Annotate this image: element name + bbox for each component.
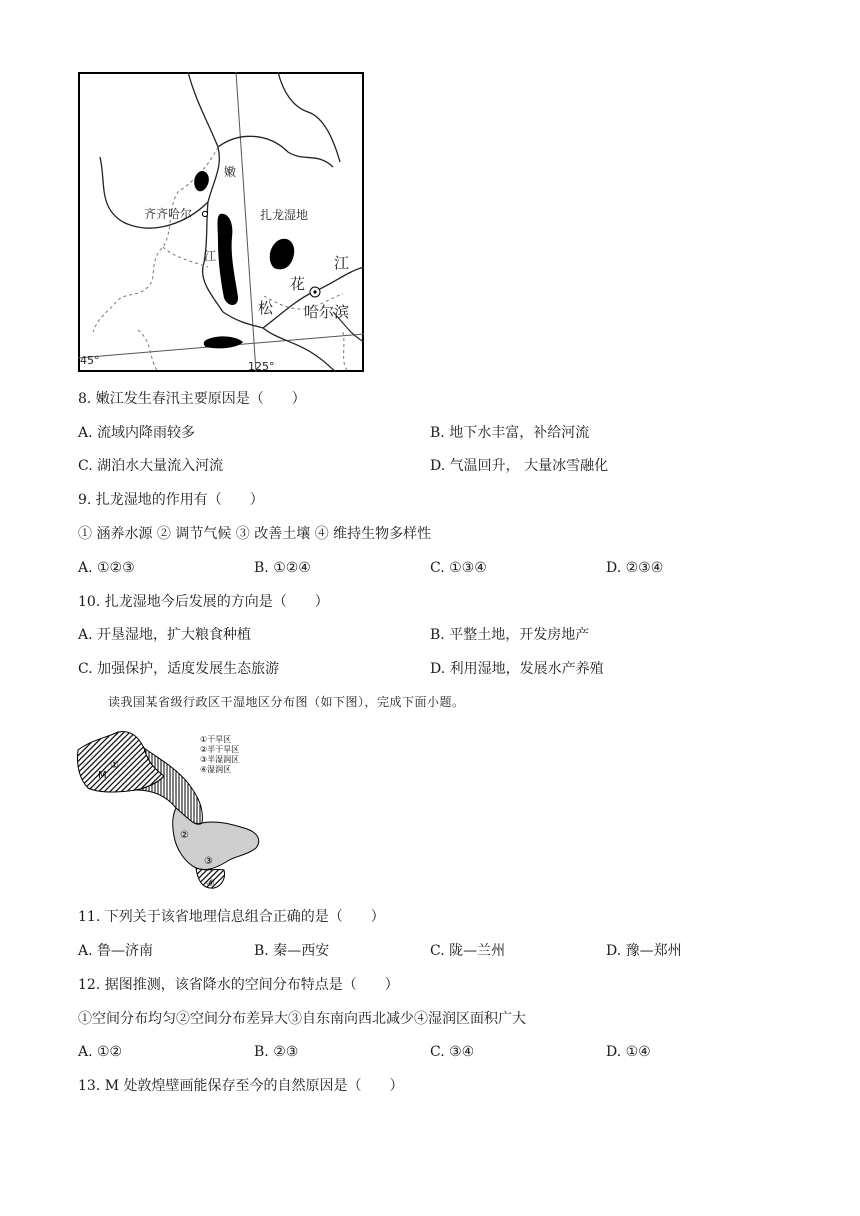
q8-option-b: B. 地下水丰富，补给河流 — [430, 425, 590, 441]
songhua-jiang-label: 江 — [334, 254, 350, 272]
q8-option-d: D. 气温回升， 大量冰雪融化 — [430, 458, 609, 474]
marker-4: ④ — [206, 878, 215, 889]
q11-option-d: D. 豫—郑州 — [606, 943, 682, 959]
qiqihar-city-marker — [202, 211, 207, 216]
legend-arid: ①干旱区 — [200, 735, 232, 744]
q13-stem: 13. M 处敦煌壁画能保存至今的自然原因是（ ） — [78, 1078, 404, 1094]
q12-option-a: A. ①② — [78, 1044, 123, 1060]
marker-m: M — [98, 770, 107, 781]
passage-intro: 读我国某省级行政区干湿地区分布图（如下图），完成下面小题。 — [108, 695, 465, 709]
nen-jiang-label: 江 — [204, 249, 217, 263]
legend-semi-arid: ②半干旱区 — [200, 745, 240, 754]
longitude-label: 125° — [248, 360, 275, 372]
q9-stem: 9. 扎龙湿地的作用有（ ） — [78, 492, 264, 508]
q10-option-d: D. 利用湿地，发展水产养殖 — [430, 661, 604, 677]
zhalong-wetland-map — [78, 72, 364, 372]
legend-humid: ④湿润区 — [200, 765, 232, 774]
q11-option-c: C. 陇—兰州 — [430, 943, 506, 959]
nen-river-label: 嫩 — [224, 165, 237, 179]
marker-1: ① — [110, 760, 119, 771]
q9-option-a: A. ①②③ — [78, 560, 135, 576]
q11-stem: 11. 下列关于该省地理信息组合正确的是（ ） — [78, 909, 385, 925]
q10-stem: 10. 扎龙湿地今后发展的方向是（ ） — [78, 594, 329, 610]
q12-stem: 12. 据图推测，该省降水的空间分布特点是（ ） — [78, 977, 399, 993]
q10-option-a: A. 开垦湿地，扩大粮食种植 — [78, 627, 252, 643]
q8-stem: 8. 嫩江发生春汛主要原因是（ ） — [78, 391, 306, 407]
legend-semi-humid: ③半湿润区 — [200, 755, 240, 764]
latitude-label: 45° — [80, 354, 100, 367]
q8-option-c: C. 湖泊水大量流入河流 — [78, 458, 224, 474]
marker-2: ② — [180, 830, 189, 841]
q9-option-c: C. ①③④ — [430, 560, 487, 576]
q12-option-c: C. ③④ — [430, 1044, 475, 1060]
zhalong-wetland-label: 扎龙湿地 — [260, 208, 309, 222]
q10-option-c: C. 加强保护，适度发展生态旅游 — [78, 661, 280, 677]
harbin-city-dot — [313, 290, 316, 293]
q11-option-a: A. 鲁—济南 — [78, 943, 154, 959]
harbin-label: 哈尔滨 — [304, 303, 350, 321]
q9-option-d: D. ②③④ — [606, 560, 664, 576]
hua-label: 花 — [290, 275, 306, 293]
q12-option-b: B. ②③ — [254, 1044, 299, 1060]
q8-option-a: A. 流域内降雨较多 — [78, 425, 196, 441]
q10-option-b: B. 平整土地，开发房地产 — [430, 627, 590, 643]
q12-option-d: D. ①④ — [606, 1044, 651, 1060]
marker-3: ③ — [204, 856, 213, 867]
song-label: 松 — [258, 299, 274, 317]
q9-statements: ① 涵养水源 ② 调节气候 ③ 改善土壤 ④ 维持生物多样性 — [78, 526, 432, 542]
qiqihar-label: 齐齐哈尔 — [144, 207, 193, 221]
q9-option-b: B. ①②④ — [254, 560, 311, 576]
province-dry-wet-map — [76, 728, 276, 893]
q12-statements: ①空间分布均匀②空间分布差异大③自东南向西北减少④湿润区面积广大 — [78, 1011, 526, 1027]
q11-option-b: B. 秦—西安 — [254, 943, 330, 959]
